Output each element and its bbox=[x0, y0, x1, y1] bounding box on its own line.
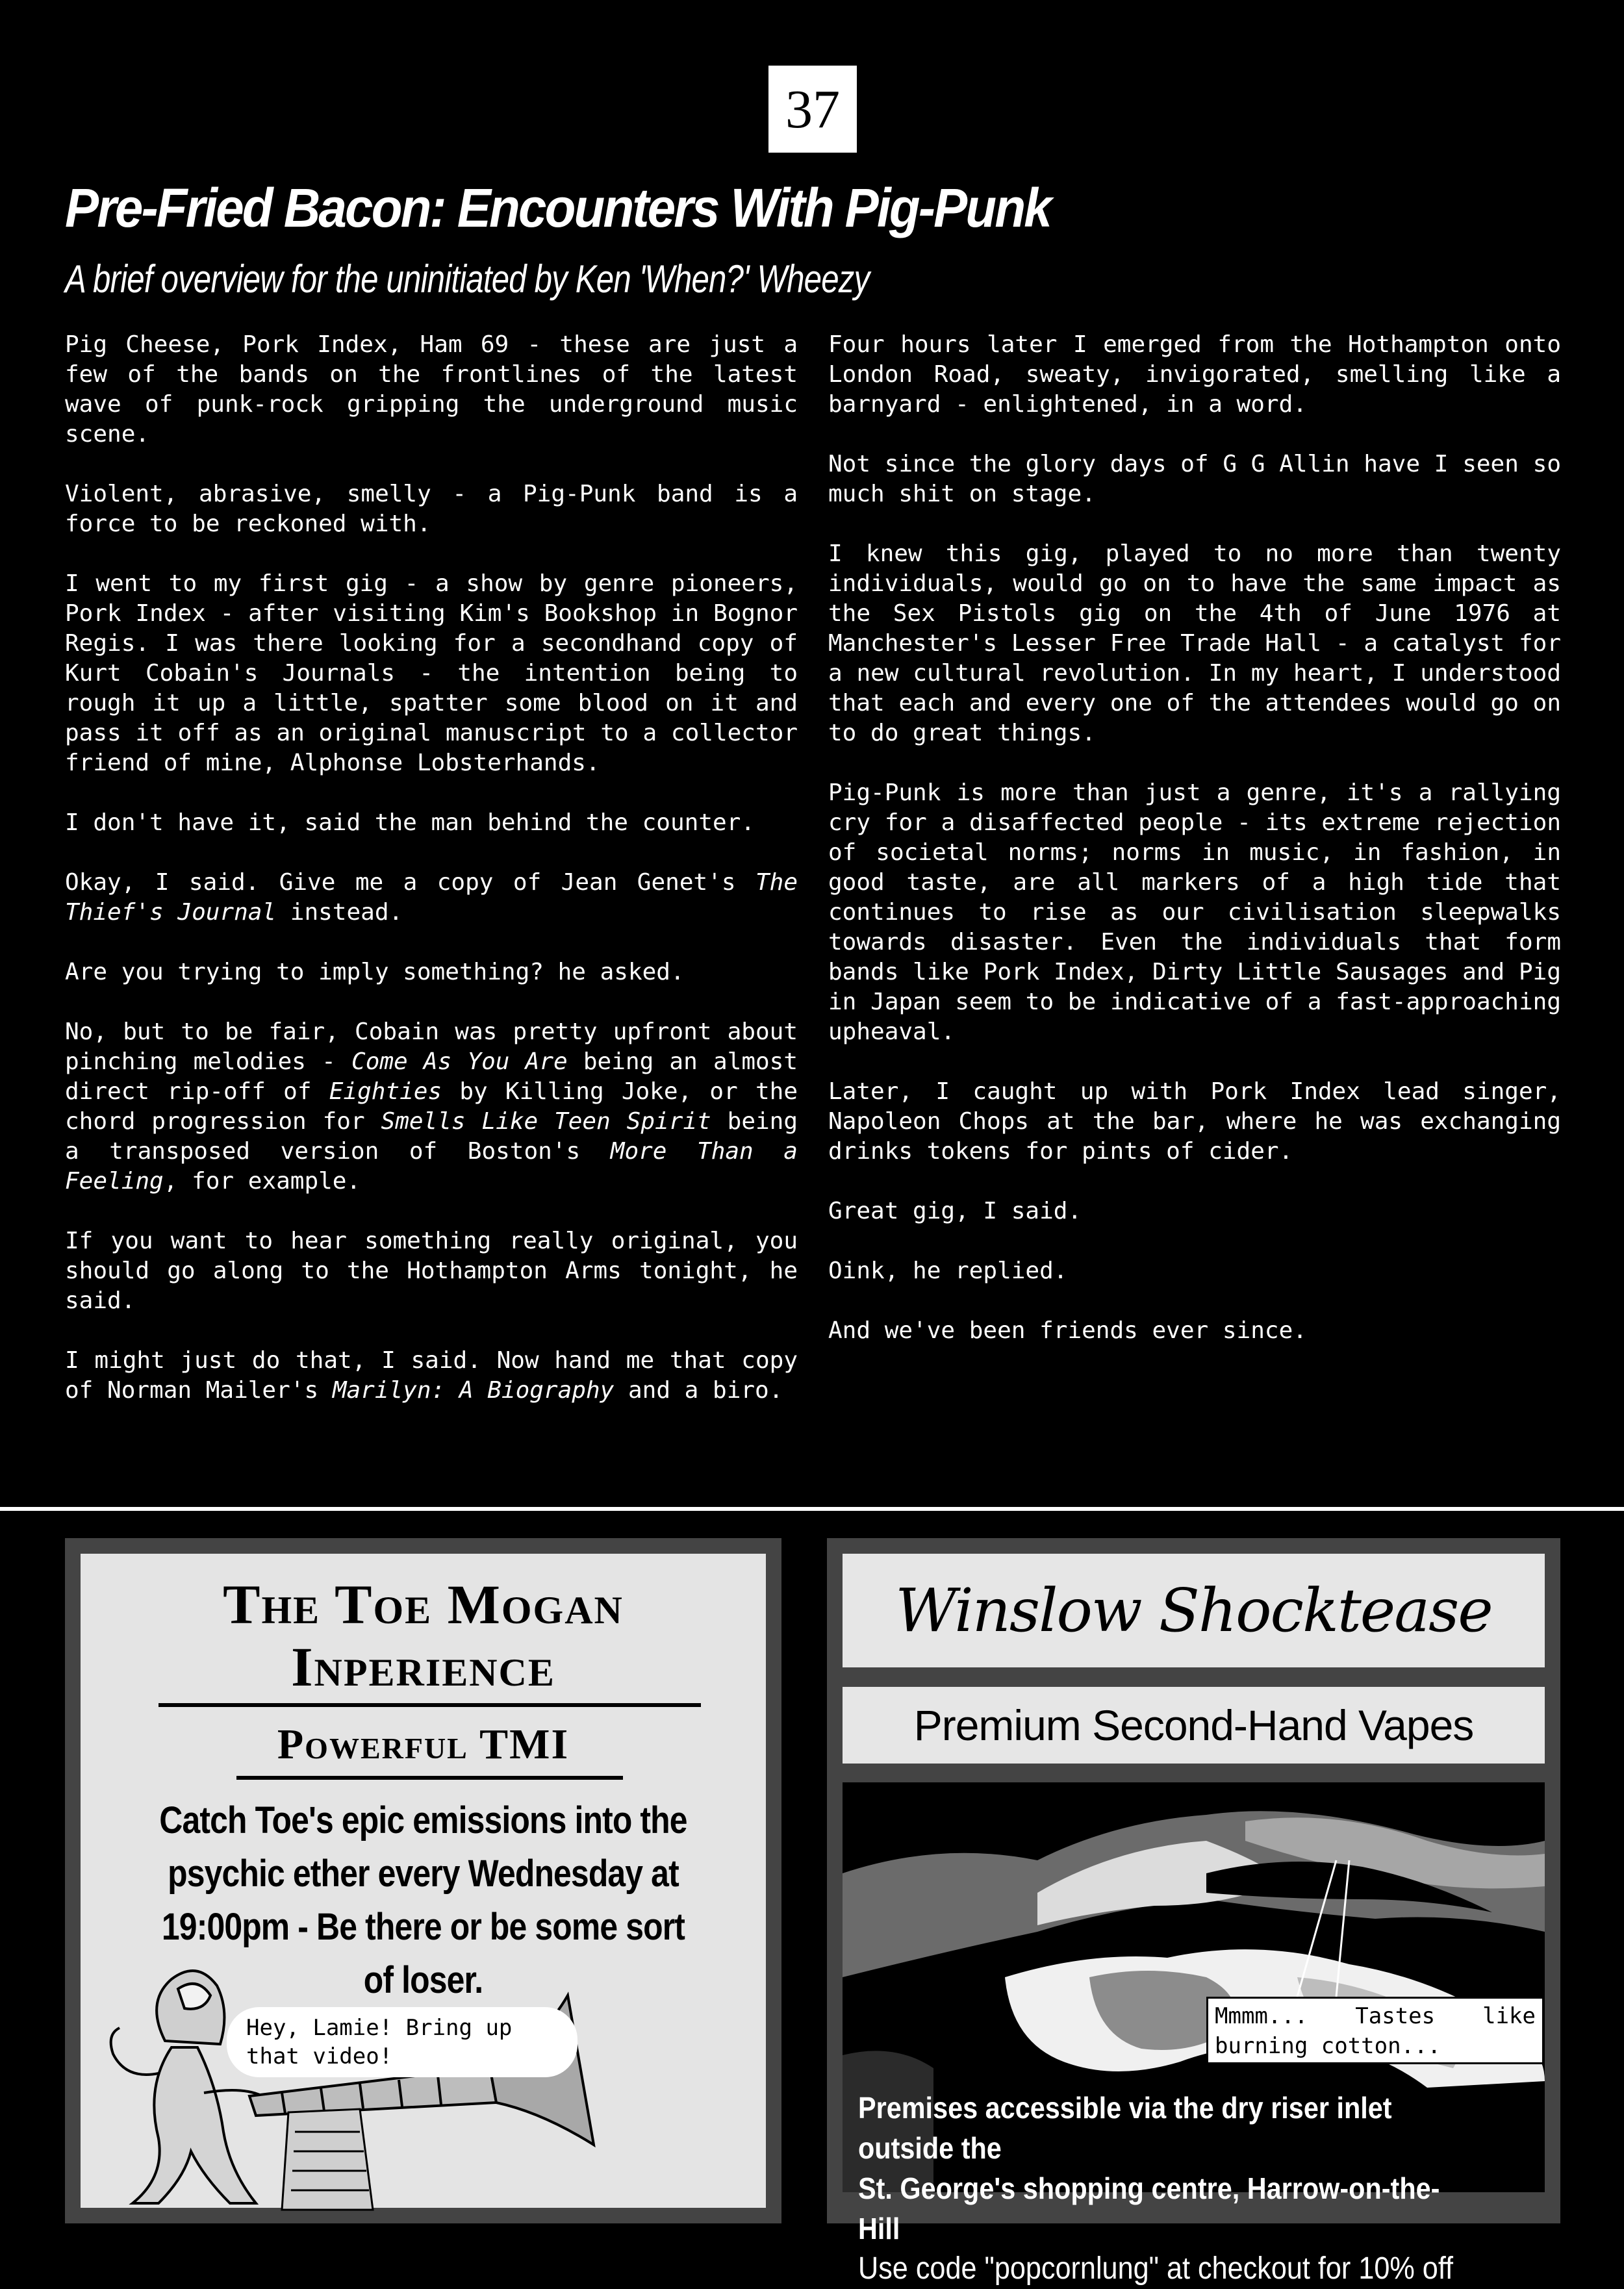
paragraph: If you want to hear something really original, you should go along to the Hothampton Arms tonight, he said. bbox=[65, 1228, 798, 1314]
paragraph: Not since the glory days of G G Allin have I seen so much shit on stage. bbox=[828, 451, 1561, 507]
advert-title: The Toe Mogan Inperience bbox=[223, 1573, 624, 1698]
italic-title: Eighties bbox=[329, 1078, 442, 1105]
paragraph: Pig-Punk is more than just a genre, it's a rallying cry for a disaffected people - its extreme rejection of societal norms; norms in music, in fashion, in good taste, are all markers of a high tide that continues to rise as our civilisation sleepwalks towards disaster. Even the individuals that form bands like Pork Index, Dirty Little Sausages and Pig in Japan seem to be indicative of a fast-approaching upheaval. bbox=[828, 779, 1561, 1045]
advert-body: Catch Toe's epic emissions into the psychic ether every Wednesday at 19:00pm - Be there or be some sort of loser. bbox=[159, 1799, 687, 2001]
paragraph: I knew this gig, played to no more than twenty individuals, would go on to have the same impact as the Sex Pistols gig on the 4th of June 1976 at Manchester's Lesser Free Trade Hall - a catalyst for a new cultural revolution. In my heart, I understood that each and every one of the attendees would go on to do great things. bbox=[828, 540, 1561, 746]
paragraph: And we've been friends ever since. bbox=[828, 1317, 1307, 1344]
paragraph: No, but to be fair, Cobain was pretty upfront about pinching melodies - Come As You Are being an almost direct rip-off of Eighties by Killing Joke, or the chord progression for Smells Like Teen Spirit being a transposed version of Boston's More Than a Feeling, for example. bbox=[65, 1018, 798, 1195]
speech-bubble: Hey, Lamie! Bring up that video! bbox=[227, 2007, 577, 2077]
paragraph: Four hours later I emerged from the Hothampton onto London Road, sweaty, invigorated, smelling like a barnyard - enlightened, in a word. bbox=[828, 331, 1561, 418]
winslow-shocktease-advert bbox=[827, 1538, 1560, 2286]
speech-box: Mmmm... Tastes like burning cotton... bbox=[1206, 1997, 1544, 2064]
paragraph: Violent, abrasive, smelly - a Pig-Punk band is a force to be reckoned with. bbox=[65, 481, 798, 537]
advert-subtitle: Powerful TMI bbox=[277, 1721, 570, 1768]
toe-mogan-advert bbox=[65, 1538, 781, 2223]
page-number: 37 bbox=[768, 66, 857, 153]
toe-figure-illustration bbox=[87, 1963, 769, 2210]
subtitle-underline bbox=[236, 1776, 623, 1780]
article-right-column bbox=[828, 330, 1561, 1376]
paragraph: Okay, I said. Give me a copy of Jean Genet's The Thief's Journal instead. bbox=[65, 869, 798, 926]
paragraph: Are you trying to imply something? he asked. bbox=[65, 959, 685, 985]
advert-subtitle: Premium Second-Hand Vapes bbox=[843, 1687, 1545, 1764]
title-underline bbox=[159, 1703, 701, 1707]
paragraph: Great gig, I said. bbox=[828, 1198, 1082, 1224]
advert-title: Winslow Shocktease bbox=[843, 1554, 1545, 1667]
advert-caption: Premises accessible via the dry riser inlet outside the St. George's shopping centre, Harrow-on-the-Hill Use code "popcornlung" at checkout for 10% off bbox=[858, 2088, 1478, 2289]
paragraph: Oink, he replied. bbox=[828, 1258, 1068, 1284]
italic-title: The Thief's Journal bbox=[65, 869, 798, 926]
paragraph: I might just do that, I said. Now hand me that copy of Norman Mailer's Marilyn: A Biography and a biro. bbox=[65, 1347, 798, 1404]
paragraph: Pig Cheese, Pork Index, Ham 69 - these are just a few of the bands on the frontlines of the latest wave of punk-rock gripping the underground music scene. bbox=[65, 331, 798, 448]
discount-code-line: Use code "popcornlung" at checkout for 10% off bbox=[858, 2251, 1454, 2286]
paragraph: Later, I caught up with Pork Index lead singer, Napoleon Chops at the bar, where he was exchanging drinks tokens for pints of cider. bbox=[828, 1078, 1561, 1165]
article-title: Pre-Fried Bacon: Encounters With Pig-Punk bbox=[65, 177, 1050, 238]
article-left-column bbox=[65, 330, 798, 1435]
italic-title: More Than a Feeling bbox=[65, 1138, 798, 1195]
section-divider bbox=[0, 1507, 1624, 1511]
paragraph: I went to my first gig - a show by genre pioneers, Pork Index - after visiting Kim's Bookshop in Bognor Regis. I was there looking for a secondhand copy of Kurt Cobain's Journals - the intention being to rough it up a little, spatter some blood on it and pass it off as an original manuscript to a collector friend of mine, Alphonse Lobsterhands. bbox=[65, 570, 798, 776]
article-subtitle: A brief overview for the uninitiated by Ken 'When?' Wheezy bbox=[65, 257, 870, 301]
paragraph: I don't have it, said the man behind the counter. bbox=[65, 809, 755, 836]
italic-title: Come As You Are bbox=[351, 1048, 568, 1075]
italic-title: Smells Like Teen Spirit bbox=[381, 1108, 711, 1135]
vape-photo bbox=[843, 1782, 1545, 2286]
italic-title: Marilyn: A Biography bbox=[332, 1377, 615, 1404]
